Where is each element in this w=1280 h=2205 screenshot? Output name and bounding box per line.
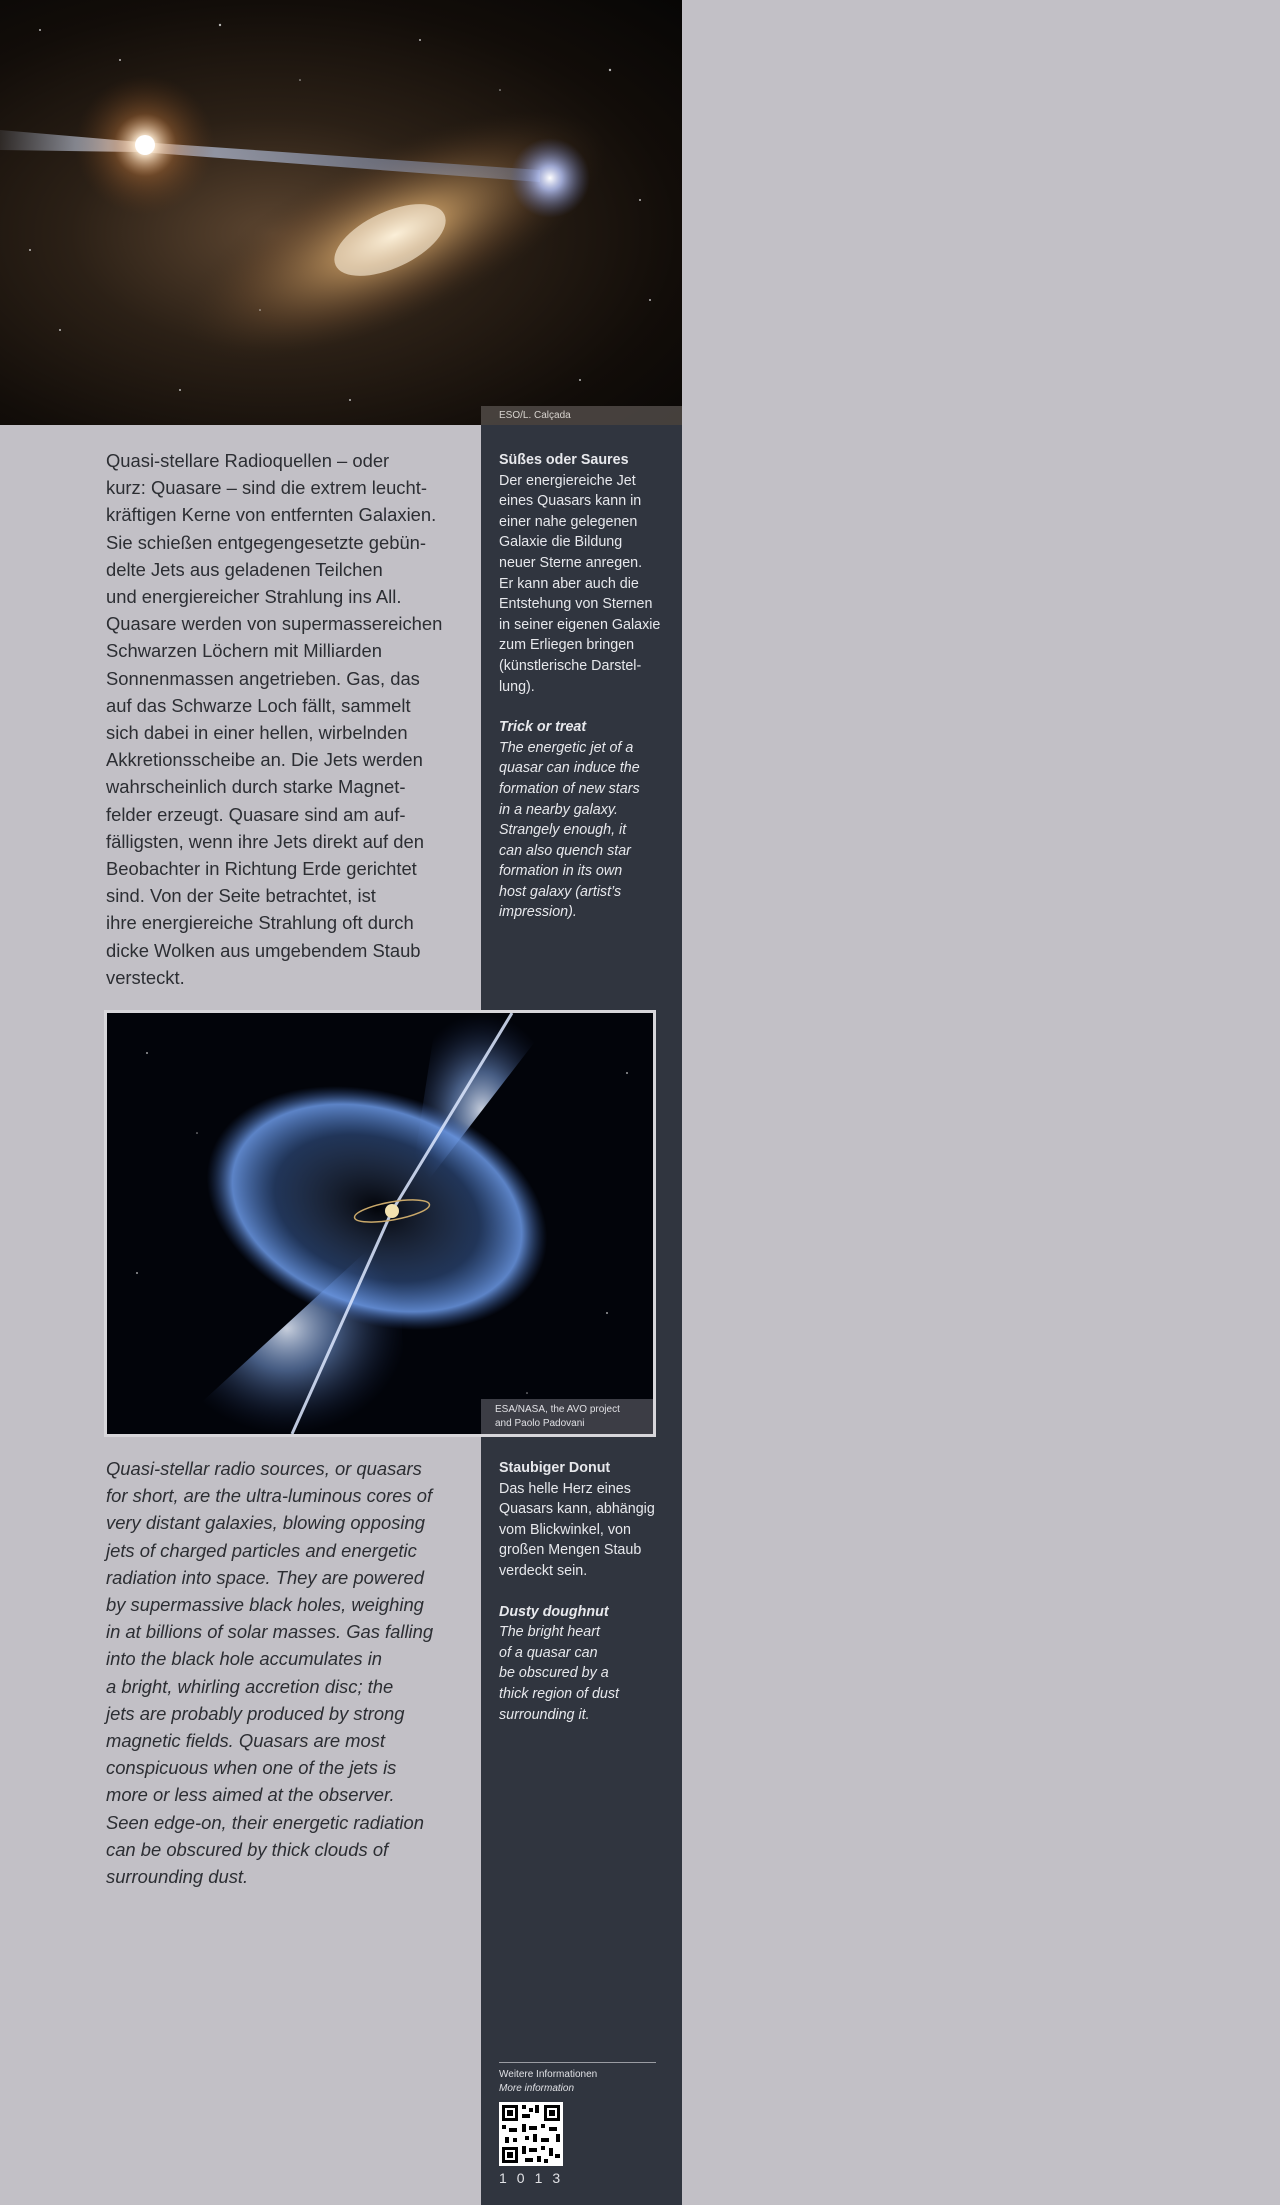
qr-code-icon[interactable] [499,2102,563,2166]
main-text-english: Quasi-stellar radio sources, or quasars for short, are the ultra-luminous cores of very distant galaxies, blowing opposing jets of charged particles and energetic radiation into space. They are powered by supermassive black holes, weighing in at billions of solar masses. Gas falling into the black hole accumulates in a bright, whirling accretion disc; the jets are probably produced by strong magnetic fields. Quasars are most conspicuous when one of the jets is more or less aimed at the observer. Seen edge-on, their energetic radiation can be obscured by thick clouds of surrounding dust. [106,1458,434,1888]
quasar-image [107,1013,653,1434]
hero-image-credit: ESO/L. Calçada [481,406,682,425]
caption-trick-or-treat [499,450,664,923]
caption-body-english: The energetic jet of a quasar can induce the formation of new stars in a nearby galaxy. Strangely enough, it can also quench star formation in its own host galaxy (artist’s impression). [499,739,640,921]
caption-title-english: Dusty doughnut [499,1603,609,1620]
caption-body-german: Das helle Herz eines Quasars kann, abhängig vom Blickwinkel, von großen Mengen Staub verdeckt sein. [499,1480,655,1579]
caption-title-german: Staubiger Donut [499,1460,611,1476]
caption-title-english: Trick or treat [499,719,587,736]
caption-dusty-doughnut [499,1458,664,1725]
caption-body-english: The bright heart of a quasar can be obscured by a thick region of dust surrounding it. [499,1624,620,1723]
galaxy-jet-illustration [0,0,682,425]
quasar-image-frame [104,1010,656,1437]
more-info-label-german: Weitere Informationen [499,2069,598,2080]
caption-body-german: Der energiereiche Jet eines Quasars kann in einer nahe gelegenen Galaxie die Bildung neuer Sterne anregen. Er kann aber auch die Entstehung von Sternen in seiner eigenen Galaxie zum Erliegen bringen (künstlerische Darstel- lung). [499,472,661,695]
exhibit-code: 1013 [499,2170,571,2186]
quasar-torus-illustration [107,1013,653,1434]
caption-title-german: Süßes oder Saures [499,452,629,468]
hero-image [0,0,682,425]
main-text-german: Quasi-stellare Radioquellen – oder kurz: Quasare – sind die extrem leucht- kräftigen Kerne von entfernten Galaxien. Sie schießen entgegengesetzte gebün- delte Jets aus geladenen Teilchen und energiereicher Strahlung ins All. Quasare werden von supermassereichen Schwarzen Löchern mit Milliarden Sonnenmassen angetrieben. Gas, das auf das Schwarze Loch fällt, sammelt sich dabei in einer hellen, wirbelnden Akkretionsscheibe an. Die Jets werden wahrscheinlich durch starke Magnet- felder erzeugt. Quasare sind am auf- fälligsten, wenn ihre Jets direkt auf den Beobachter in Richtung Erde gerichtet sind. Von der Seite betrachtet, ist ihre energiereiche Strahlung oft durch dicke Wolken aus umgebendem Staub versteckt. [106,450,443,988]
quasar-image-credit: ESA/NASA, the AVO project and Paolo Padovani [481,1399,653,1434]
footer-divider [499,2062,656,2063]
more-info-label-english: More information [499,2083,575,2094]
